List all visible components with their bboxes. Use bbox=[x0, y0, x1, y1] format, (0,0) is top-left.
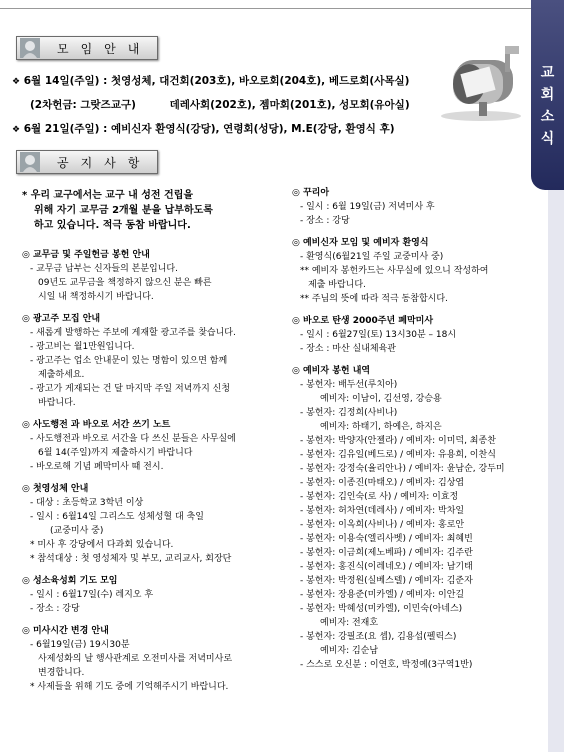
notice-line: - 일시 : 6월27일(토) 13시30분 – 18시 bbox=[300, 330, 457, 340]
side-strip bbox=[548, 190, 564, 752]
meeting-text: 첫영성체, 대건회(203호), 바오로회(204호), 베드로회(사목실) bbox=[111, 75, 410, 87]
notice-right-column bbox=[292, 186, 546, 672]
tab-char: 교 bbox=[540, 65, 555, 81]
mailbox-icon bbox=[435, 40, 527, 122]
notice-line: - 봉헌자: 김정희(사비나) bbox=[300, 408, 398, 418]
notice-line: ** 주님의 뜻에 따라 적극 동참합시다. bbox=[300, 294, 448, 304]
notice-line: * 미사 후 강당에서 다과회 있습니다. bbox=[30, 540, 174, 550]
tab-char: 회 bbox=[540, 87, 555, 103]
notice-line: 예비자: 이남이, 김선영, 강승용 bbox=[320, 394, 442, 404]
notice-heading: ◎ 바오로 탄생 2000주년 폐막미사 bbox=[292, 316, 434, 326]
meeting-line-3 bbox=[12, 121, 395, 136]
notice-line: - 봉헌자: 이금희(제노베파) / 예비자: 김주란 bbox=[300, 548, 473, 558]
section-tab-church-news bbox=[531, 0, 564, 190]
notice-header bbox=[16, 150, 158, 174]
notice-line: - 대상 : 초등학교 3학년 이상 bbox=[30, 498, 144, 508]
notice-line: - 바오로해 기념 폐막미사 때 전시. bbox=[30, 462, 164, 472]
notice-line: - 봉헌자: 강정숙(율리안나) / 예비자: 윤남순, 강두미 bbox=[300, 464, 505, 474]
meeting-date: 6월 21일(주일) : bbox=[23, 123, 108, 135]
notice-line: - 광고주는 업소 안내문이 있는 명함이 있으면 함께 bbox=[30, 356, 228, 366]
notice-line: - 6월19일(금) 19시30분 bbox=[30, 640, 130, 650]
notice-heading: ◎ 교무금 및 주일헌금 봉헌 안내 bbox=[22, 250, 150, 260]
notice-line: - 봉헌자: 박정원(실베스텔) / 예비자: 김준자 bbox=[300, 576, 473, 586]
notice-line: 예비자: 김순남 bbox=[320, 646, 379, 656]
intro-line: * 우리 교구에서는 교구 내 성전 건립을 bbox=[22, 190, 194, 201]
notice-line: - 봉헌자: 홍진식(이레네오) / 예비자: 남기태 bbox=[300, 562, 473, 572]
notice-heading: ◎ 꾸리아 bbox=[292, 188, 330, 198]
notice-heading: ◎ 예비신자 모임 및 예비자 환영식 bbox=[292, 238, 429, 248]
notice-line: 제출 바랍니다. bbox=[308, 280, 366, 290]
diamond-bullet-icon: ❖ bbox=[12, 125, 21, 135]
notice-line: * 참석대상 : 첫 영성체자 및 부모, 교리교사, 회장단 bbox=[30, 554, 232, 564]
notice-line: - 새롭게 발행하는 주보에 게재할 광고주를 찾습니다. bbox=[30, 328, 236, 338]
notice-left-column bbox=[22, 240, 284, 694]
notice-line: - 장소 : 강당 bbox=[30, 604, 80, 614]
notice-intro bbox=[22, 188, 213, 233]
notice-line: - 사도행전과 바오로 서간을 다 쓰신 분들은 사무실에 bbox=[30, 434, 236, 444]
notice-line: 09년도 교무금을 책정하지 않으신 분은 빠른 bbox=[38, 278, 212, 288]
diamond-bullet-icon: ❖ bbox=[12, 77, 21, 87]
notice-header-title: 공지사항 bbox=[57, 156, 152, 170]
notice-line: 제출하세요. bbox=[38, 370, 85, 380]
top-rule bbox=[0, 8, 531, 9]
notice-line: - 교무금 납부는 신자들의 본분입니다. bbox=[30, 264, 178, 274]
notice-line: - 장소 : 마산 실내체육관 bbox=[300, 344, 396, 354]
notice-heading: ◎ 사도행전 과 바오로 서간 쓰기 노트 bbox=[22, 420, 171, 430]
notice-line: - 봉헌자: 허차연(데레사) / 예비자: 박차일 bbox=[300, 506, 465, 516]
notice-line: - 광고비는 월1만원입니다. bbox=[30, 342, 135, 352]
intro-line: 위해 자기 교무금 2개월 분을 납부하도록 bbox=[34, 205, 213, 216]
notice-line: - 환영식(6월21일 주일 교중미사 중) bbox=[300, 252, 444, 262]
intro-line: 하고 있습니다. 적극 동참 바랍니다. bbox=[34, 220, 191, 231]
notice-heading: ◎ 첫영성체 안내 bbox=[22, 484, 89, 494]
notice-line: - 스스로 오신분 : 이연호, 박정예(3구역1반) bbox=[300, 660, 473, 670]
person-icon bbox=[20, 38, 40, 58]
notice-line: 6월 14(주일)까지 제출하시기 바랍니다 bbox=[38, 448, 193, 458]
notice-line: - 봉헌자: 장용준(미카엘) / 예비자: 이안길 bbox=[300, 590, 465, 600]
notice-line: - 봉헌자: 강필조(요 셉), 김용섭(펠릭스) bbox=[300, 632, 457, 642]
meeting-header-title: 모임안내 bbox=[57, 42, 152, 56]
notice-line: - 장소 : 강당 bbox=[300, 216, 350, 226]
meeting-line-1 bbox=[12, 73, 409, 88]
meeting-text: (2차헌금: 그랏즈교구) bbox=[30, 99, 136, 111]
notice-line: - 봉헌자: 이종진(마태오) / 예비자: 김상엽 bbox=[300, 478, 465, 488]
notice-heading: ◎ 예비자 봉헌 내역 bbox=[292, 366, 371, 376]
person-icon bbox=[20, 152, 40, 172]
notice-line: 바랍니다. bbox=[38, 398, 76, 408]
notice-line: (교중미사 중) bbox=[50, 526, 104, 536]
notice-line: ** 예비자 봉헌카드는 사무실에 있으니 작성하여 bbox=[300, 266, 489, 276]
notice-line: - 봉헌자: 김유일(베드로) / 예비자: 유용희, 이찬식 bbox=[300, 450, 496, 460]
meeting-header bbox=[16, 36, 158, 60]
notice-line: 시일 내 책정하시기 바랍니다. bbox=[38, 292, 154, 302]
notice-heading: ◎ 성소육성회 기도 모임 bbox=[22, 576, 118, 586]
notice-line: - 일시 : 6월17일(수) 레지오 후 bbox=[30, 590, 154, 600]
notice-heading: ◎ 광고주 모집 안내 bbox=[22, 314, 101, 324]
notice-line: - 봉헌자: 김인숙(로 사) / 예비자: 이효정 bbox=[300, 492, 459, 502]
notice-line: * 사제들을 위해 기도 중에 기억해주시기 바랍니다. bbox=[30, 682, 229, 692]
meeting-text: 예비신자 환영식(강당), 연령회(성당), M.E(강당, 환영식 후) bbox=[111, 123, 395, 135]
notice-line: - 봉헌자: 배두선(루치아) bbox=[300, 380, 398, 390]
notice-heading: ◎ 미사시간 변경 안내 bbox=[22, 626, 109, 636]
notice-line: 사제성화의 날 행사관계로 오전미사를 저녁미사로 bbox=[38, 654, 233, 664]
notice-line: - 봉헌자: 이옥희(사비나) / 예비자: 홍로안 bbox=[300, 520, 465, 530]
meeting-line-2 bbox=[30, 97, 410, 112]
tab-char: 식 bbox=[540, 131, 555, 147]
meeting-text: 데레사회(202호), 젬마회(201호), 성모회(유아실) bbox=[169, 99, 410, 111]
notice-line: - 일시 : 6월14일 그리스도 성체성혈 대 축일 bbox=[30, 512, 204, 522]
tab-char: 소 bbox=[540, 109, 555, 125]
notice-line: - 봉헌자: 박혜성(미카엘), 이민숙(아네스) bbox=[300, 604, 463, 614]
notice-line: - 일시 : 6월 19일(금) 저녁미사 후 bbox=[300, 202, 435, 212]
notice-line: - 봉헌자: 이용숙(엘리사벳) / 예비자: 최혜빈 bbox=[300, 534, 473, 544]
notice-line: - 봉헌자: 박양자(안젤라) / 예비자: 이미덕, 최종찬 bbox=[300, 436, 496, 446]
notice-line: 변경합니다. bbox=[38, 668, 85, 678]
meeting-date: 6월 14일(주일) : bbox=[23, 75, 108, 87]
notice-line: 예비자: 하태기, 하예은, 하지은 bbox=[320, 422, 442, 432]
notice-line: 예비자: 전재호 bbox=[320, 618, 379, 628]
notice-line: - 광고가 게재되는 건 달 마지막 주일 저녁까지 신청 bbox=[30, 384, 231, 394]
